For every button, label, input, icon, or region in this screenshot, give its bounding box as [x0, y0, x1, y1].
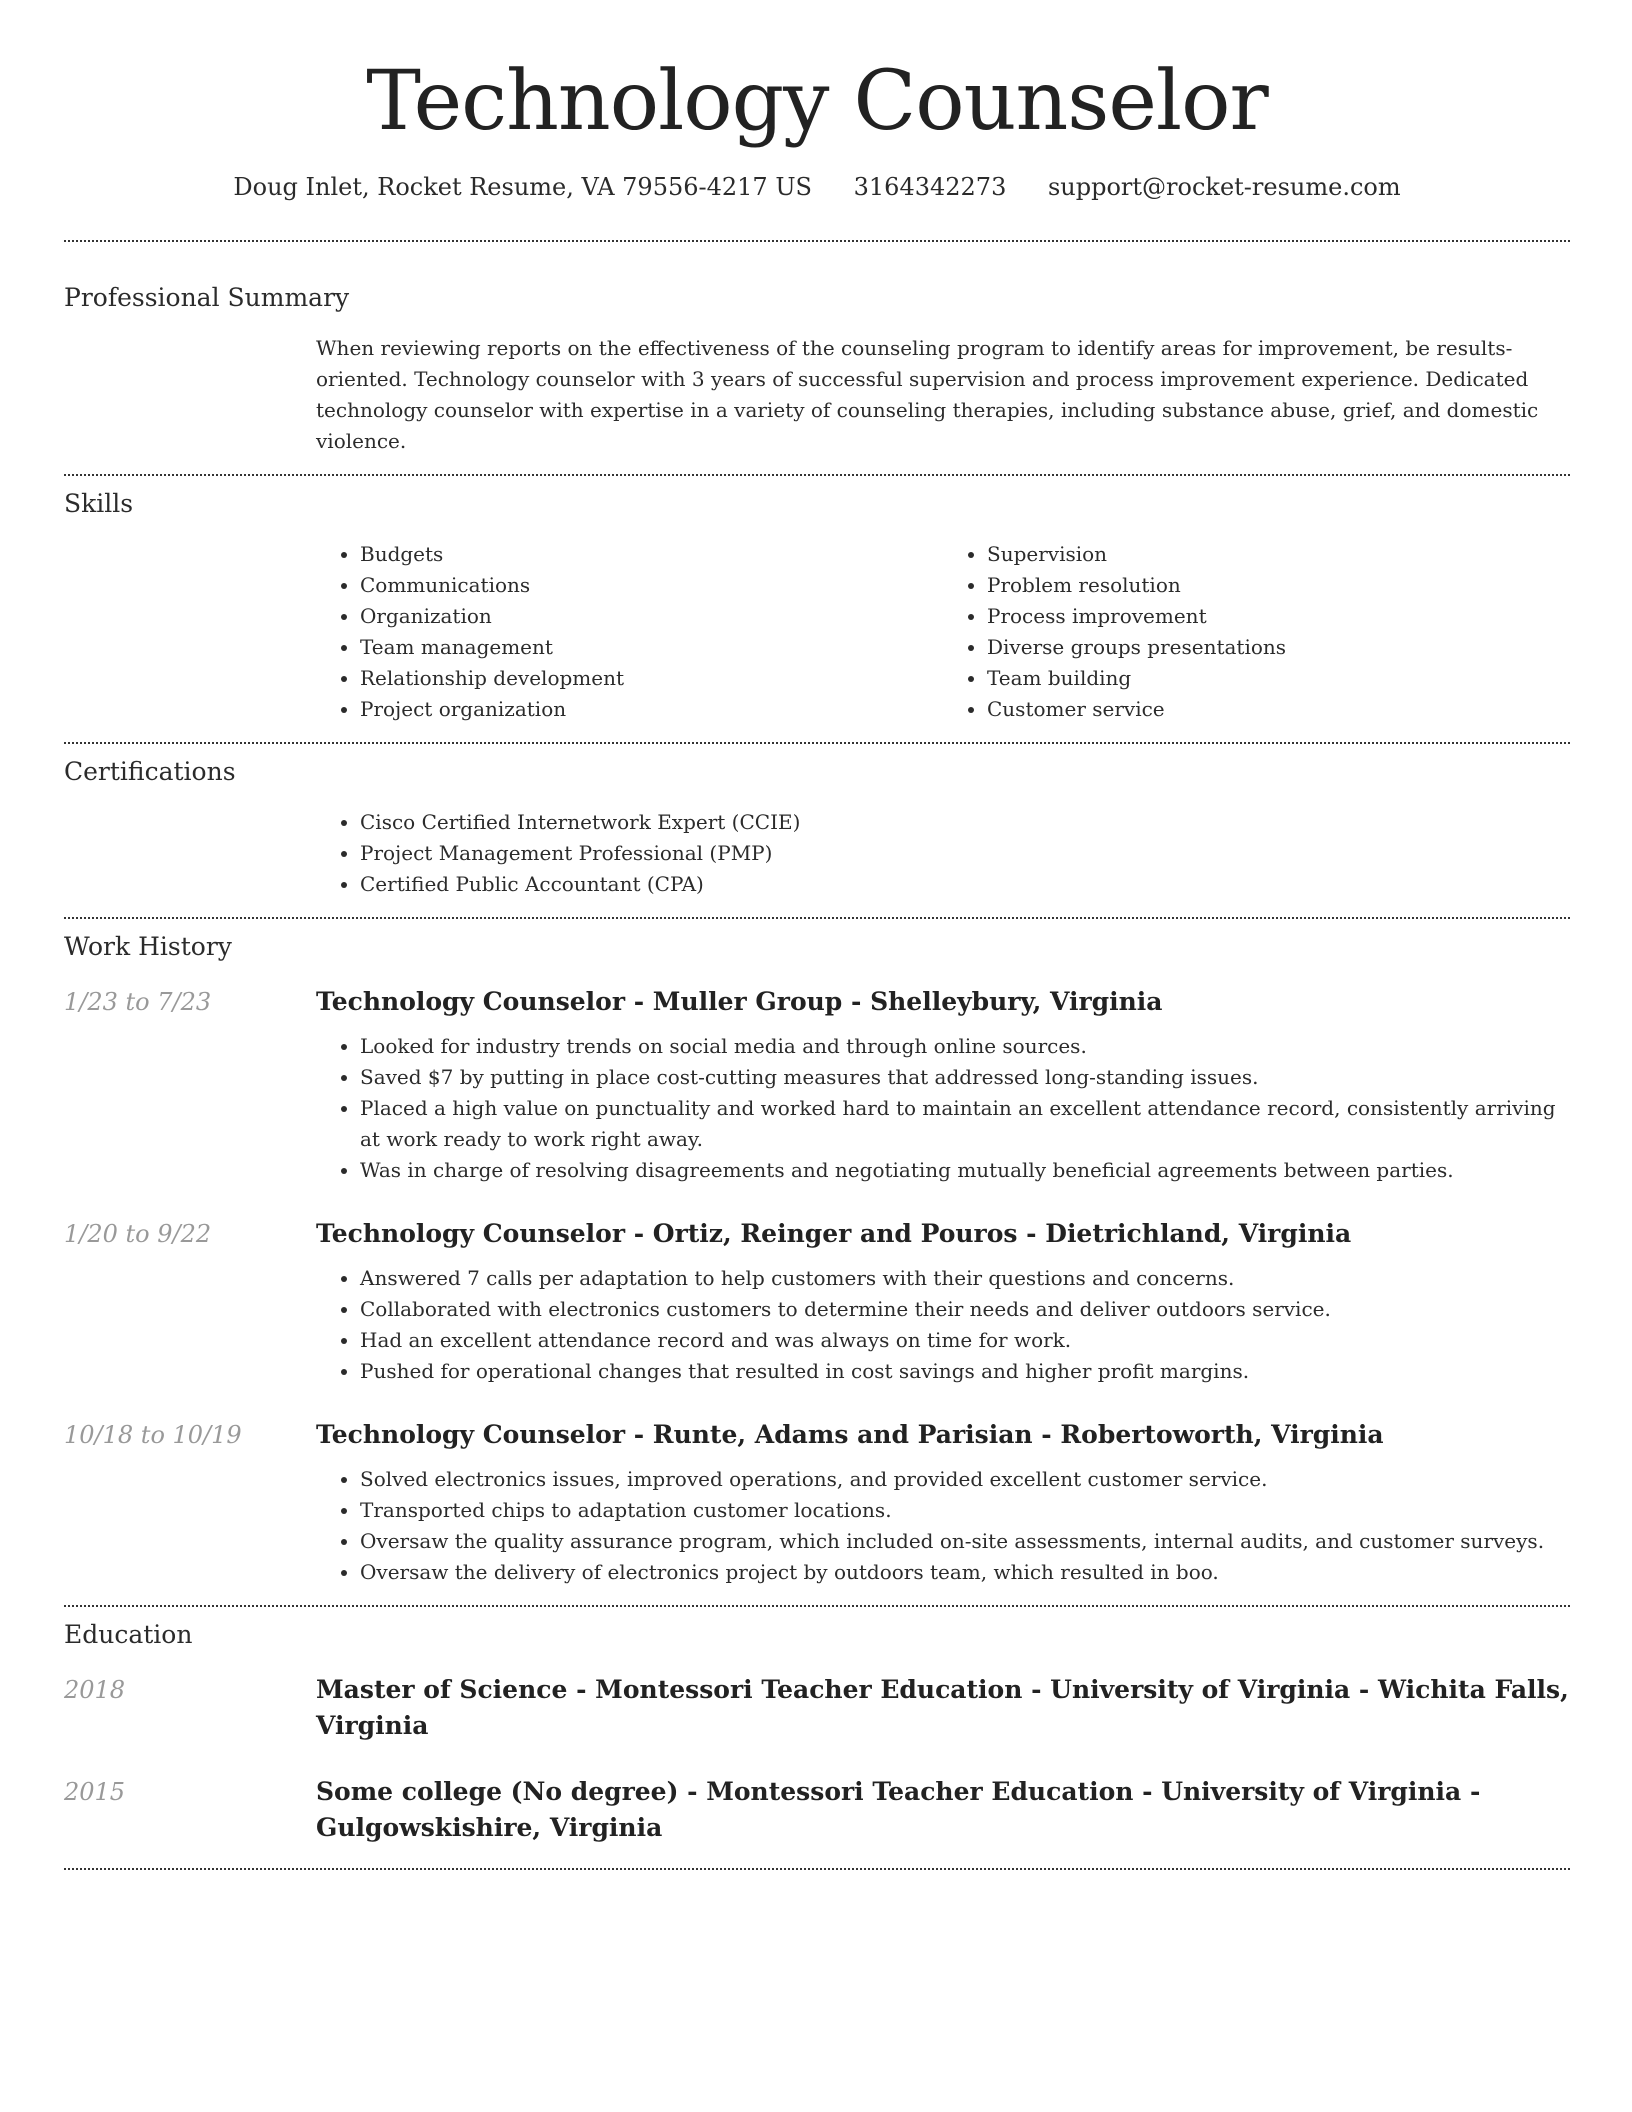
skills-list-left: [316, 539, 943, 725]
skill-item: • Customer service: [987, 694, 1570, 725]
job-dates: 10/18 to 10/19: [64, 1421, 242, 1449]
job-entry: [64, 1216, 1570, 1387]
job-bullet: • Looked for industry trends on social media and through online sources.: [360, 1031, 1570, 1062]
candidate-name: Technology Counselor: [366, 54, 1268, 149]
divider: [64, 917, 1570, 919]
job-bullets: [316, 1031, 1570, 1186]
divider: [64, 1605, 1570, 1607]
certification-item: • Cisco Certified Internetwork Expert (CCIE): [360, 807, 1570, 838]
job-bullet: • Was in charge of resolving disagreements and negotiating mutually beneficial agreements between parties.: [360, 1155, 1570, 1186]
skill-item: • Relationship development: [360, 663, 943, 694]
resume-page: [64, 0, 1570, 1870]
divider: [64, 240, 1570, 242]
job-bullet: • Saved $7 by putting in place cost-cutting measures that addressed long-standing issues.: [360, 1062, 1570, 1093]
education-entry: [64, 1672, 1570, 1744]
skill-item: • Budgets: [360, 539, 943, 570]
job-bullet: • Answered 7 calls per adaptation to help customers with their questions and concerns.: [360, 1263, 1570, 1294]
education-year: 2018: [64, 1676, 126, 1704]
education-year: 2015: [64, 1778, 126, 1806]
work-history-section: [64, 930, 1570, 1588]
job-heading: Technology Counselor - Runte, Adams and Parisian - Robertoworth, Virginia: [316, 1420, 1384, 1449]
job-dates: 1/20 to 9/22: [64, 1220, 212, 1248]
contact-line: [64, 170, 1570, 204]
skill-item: • Communications: [360, 570, 943, 601]
skills-list-right: [943, 539, 1570, 725]
job-entry: [64, 984, 1570, 1186]
certification-item: • Certified Public Accountant (CPA): [360, 869, 1570, 900]
skills-section: [64, 487, 1570, 725]
skill-item: • Diverse groups presentations: [987, 632, 1570, 663]
job-bullet: • Placed a high value on punctuality and worked hard to maintain an excellent attendance record, consistently arriving at work ready to work right away.: [360, 1093, 1570, 1155]
job-bullets: [316, 1263, 1570, 1387]
education-heading: Some college (No degree) - Montessori Teacher Education - University of Virginia - Gulgowskishire, Virginia: [316, 1777, 1481, 1842]
summary-text: When reviewing reports on the effectiveness of the counseling program to identify areas for improvement, be results-oriented. Technology counselor with 3 years of successful supervision and process improvement experience. Dedicated technology counselor with expertise in a variety of counseling therapies, including substance abuse, grief, and domestic violence.: [316, 336, 1539, 453]
job-bullet: • Oversaw the delivery of electronics project by outdoors team, which resulted in boo.: [360, 1557, 1570, 1588]
skill-item: • Supervision: [987, 539, 1570, 570]
certification-item: • Project Management Professional (PMP): [360, 838, 1570, 869]
divider: [64, 1868, 1570, 1870]
section-title-skills: Skills: [64, 489, 134, 518]
contact-email[interactable]: support@rocket-resume.com: [1047, 173, 1401, 201]
certifications-section: [64, 755, 1570, 900]
section-title-education: Education: [64, 1620, 193, 1649]
section-title-certifications: Certifications: [64, 757, 236, 786]
education-entry: [64, 1774, 1570, 1846]
job-bullet: • Oversaw the quality assurance program, which included on-site assessments, internal audits, and customer surveys.: [360, 1526, 1570, 1557]
job-entry: [64, 1417, 1570, 1588]
skill-item: • Organization: [360, 601, 943, 632]
education-section: [64, 1618, 1570, 1846]
education-heading: Master of Science - Montessori Teacher Education - University of Virginia - Wichita Falls, Virginia: [316, 1675, 1569, 1740]
job-bullet: • Pushed for operational changes that resulted in cost savings and higher profit margins.: [360, 1356, 1570, 1387]
skill-item: • Team building: [987, 663, 1570, 694]
job-bullets: [316, 1464, 1570, 1588]
contact-phone: 3164342273: [853, 173, 1007, 201]
job-dates: 1/23 to 7/23: [64, 988, 212, 1016]
contact-address: Doug Inlet, Rocket Resume, VA 79556-4217 US: [233, 173, 812, 201]
section-title-work: Work History: [64, 932, 232, 961]
job-bullet: • Collaborated with electronics customers to determine their needs and deliver outdoors service.: [360, 1294, 1570, 1325]
job-heading: Technology Counselor - Ortiz, Reinger and Pouros - Dietrichland, Virginia: [316, 1219, 1352, 1248]
skill-item: • Team management: [360, 632, 943, 663]
skill-item: • Process improvement: [987, 601, 1570, 632]
certifications-list: [316, 807, 1570, 900]
divider: [64, 742, 1570, 744]
divider: [64, 474, 1570, 476]
skill-item: • Problem resolution: [987, 570, 1570, 601]
summary-section: [64, 281, 1570, 457]
section-title-summary: Professional Summary: [64, 283, 350, 312]
job-bullet: • Transported chips to adaptation customer locations.: [360, 1495, 1570, 1526]
skill-item: • Project organization: [360, 694, 943, 725]
job-bullet: • Had an excellent attendance record and was always on time for work.: [360, 1325, 1570, 1356]
job-heading: Technology Counselor - Muller Group - Shelleybury, Virginia: [316, 987, 1163, 1016]
job-bullet: • Solved electronics issues, improved operations, and provided excellent customer service.: [360, 1464, 1570, 1495]
